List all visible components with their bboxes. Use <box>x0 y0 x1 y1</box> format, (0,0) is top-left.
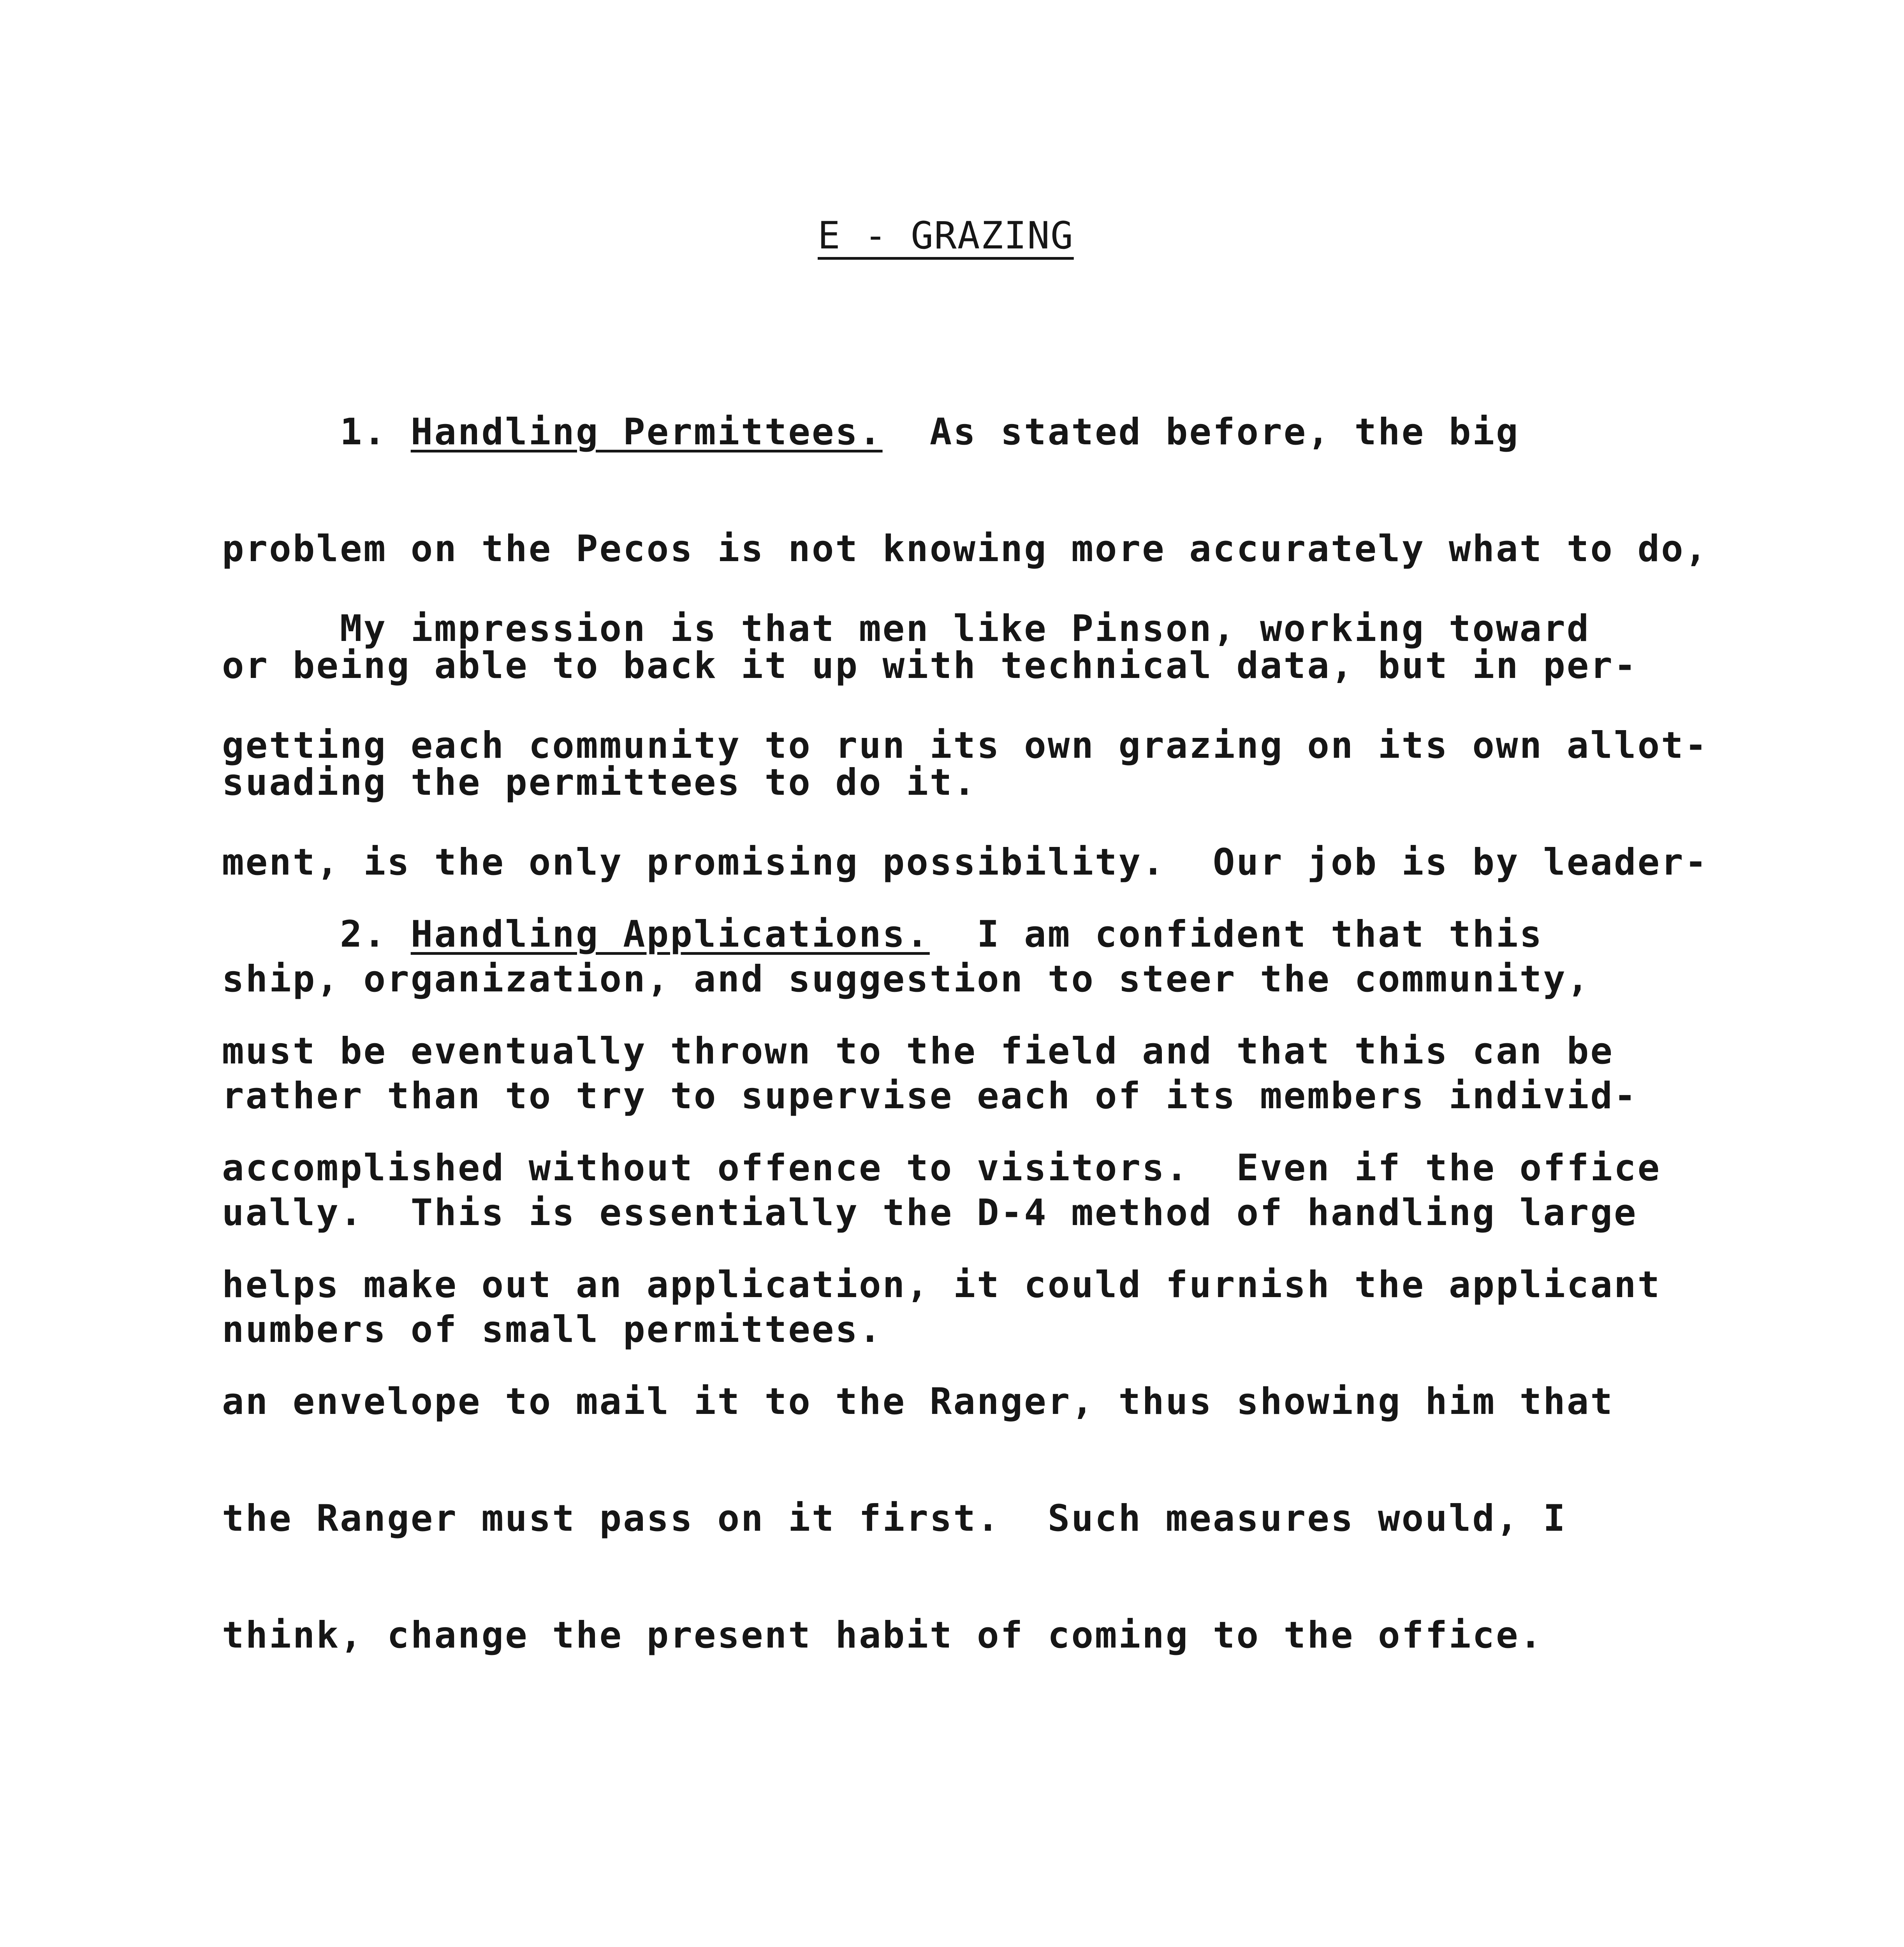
section-title: Handling Permittees. <box>410 411 883 453</box>
paragraph-first-line <box>222 915 1661 954</box>
section-title: Handling Applications. <box>410 913 930 956</box>
paragraph-line: ually. This is essentially the D-4 method of handling large <box>222 1192 1638 1234</box>
paragraph-line: rather than to try to supervise each of its members individ- <box>222 1075 1638 1117</box>
paragraph-text: I am confident that this <box>977 913 1543 956</box>
section-number: 1. <box>340 411 387 453</box>
section-number: 2. <box>340 913 387 956</box>
section-heading: E - GRAZING <box>818 214 1074 257</box>
paragraph-line: ment, is the only promising possibility. Our job is by leader- <box>222 841 1709 884</box>
paragraph-line: the Ranger must pass on it first. Such measures would, I <box>222 1497 1567 1540</box>
paragraph-line: ship, organization, and suggestion to steer the community, <box>222 958 1591 1000</box>
paragraph-text: As stated before, the big <box>929 411 1520 453</box>
paragraph-first-line <box>222 413 1708 452</box>
paragraph-line: suading the permittees to do it. <box>222 761 977 804</box>
paragraph-line: or being able to back it up with technical data, but in per- <box>222 644 1638 687</box>
paragraph-line: accomplished without offence to visitors. Even if the office <box>222 1147 1661 1189</box>
paragraph-line: My impression is that men like Pinson, working toward <box>222 607 1591 650</box>
paragraph-line: problem on the Pecos is not knowing more accurately what to do, <box>222 528 1709 570</box>
paragraph-line: think, change the present habit of coming to the office. <box>222 1614 1543 1657</box>
paragraph-line: getting each community to run its own grazing on its own allot- <box>222 724 1709 767</box>
paragraph-line: an envelope to mail it to the Ranger, thus showing him that <box>222 1380 1614 1423</box>
paragraph-line: helps make out an application, it could furnish the applicant <box>222 1264 1661 1306</box>
paragraph-handling-applications <box>222 837 1661 1733</box>
paragraph-line: must be eventually thrown to the field and that this can be <box>222 1030 1614 1072</box>
paragraph-line: numbers of small permittees. <box>222 1308 883 1351</box>
